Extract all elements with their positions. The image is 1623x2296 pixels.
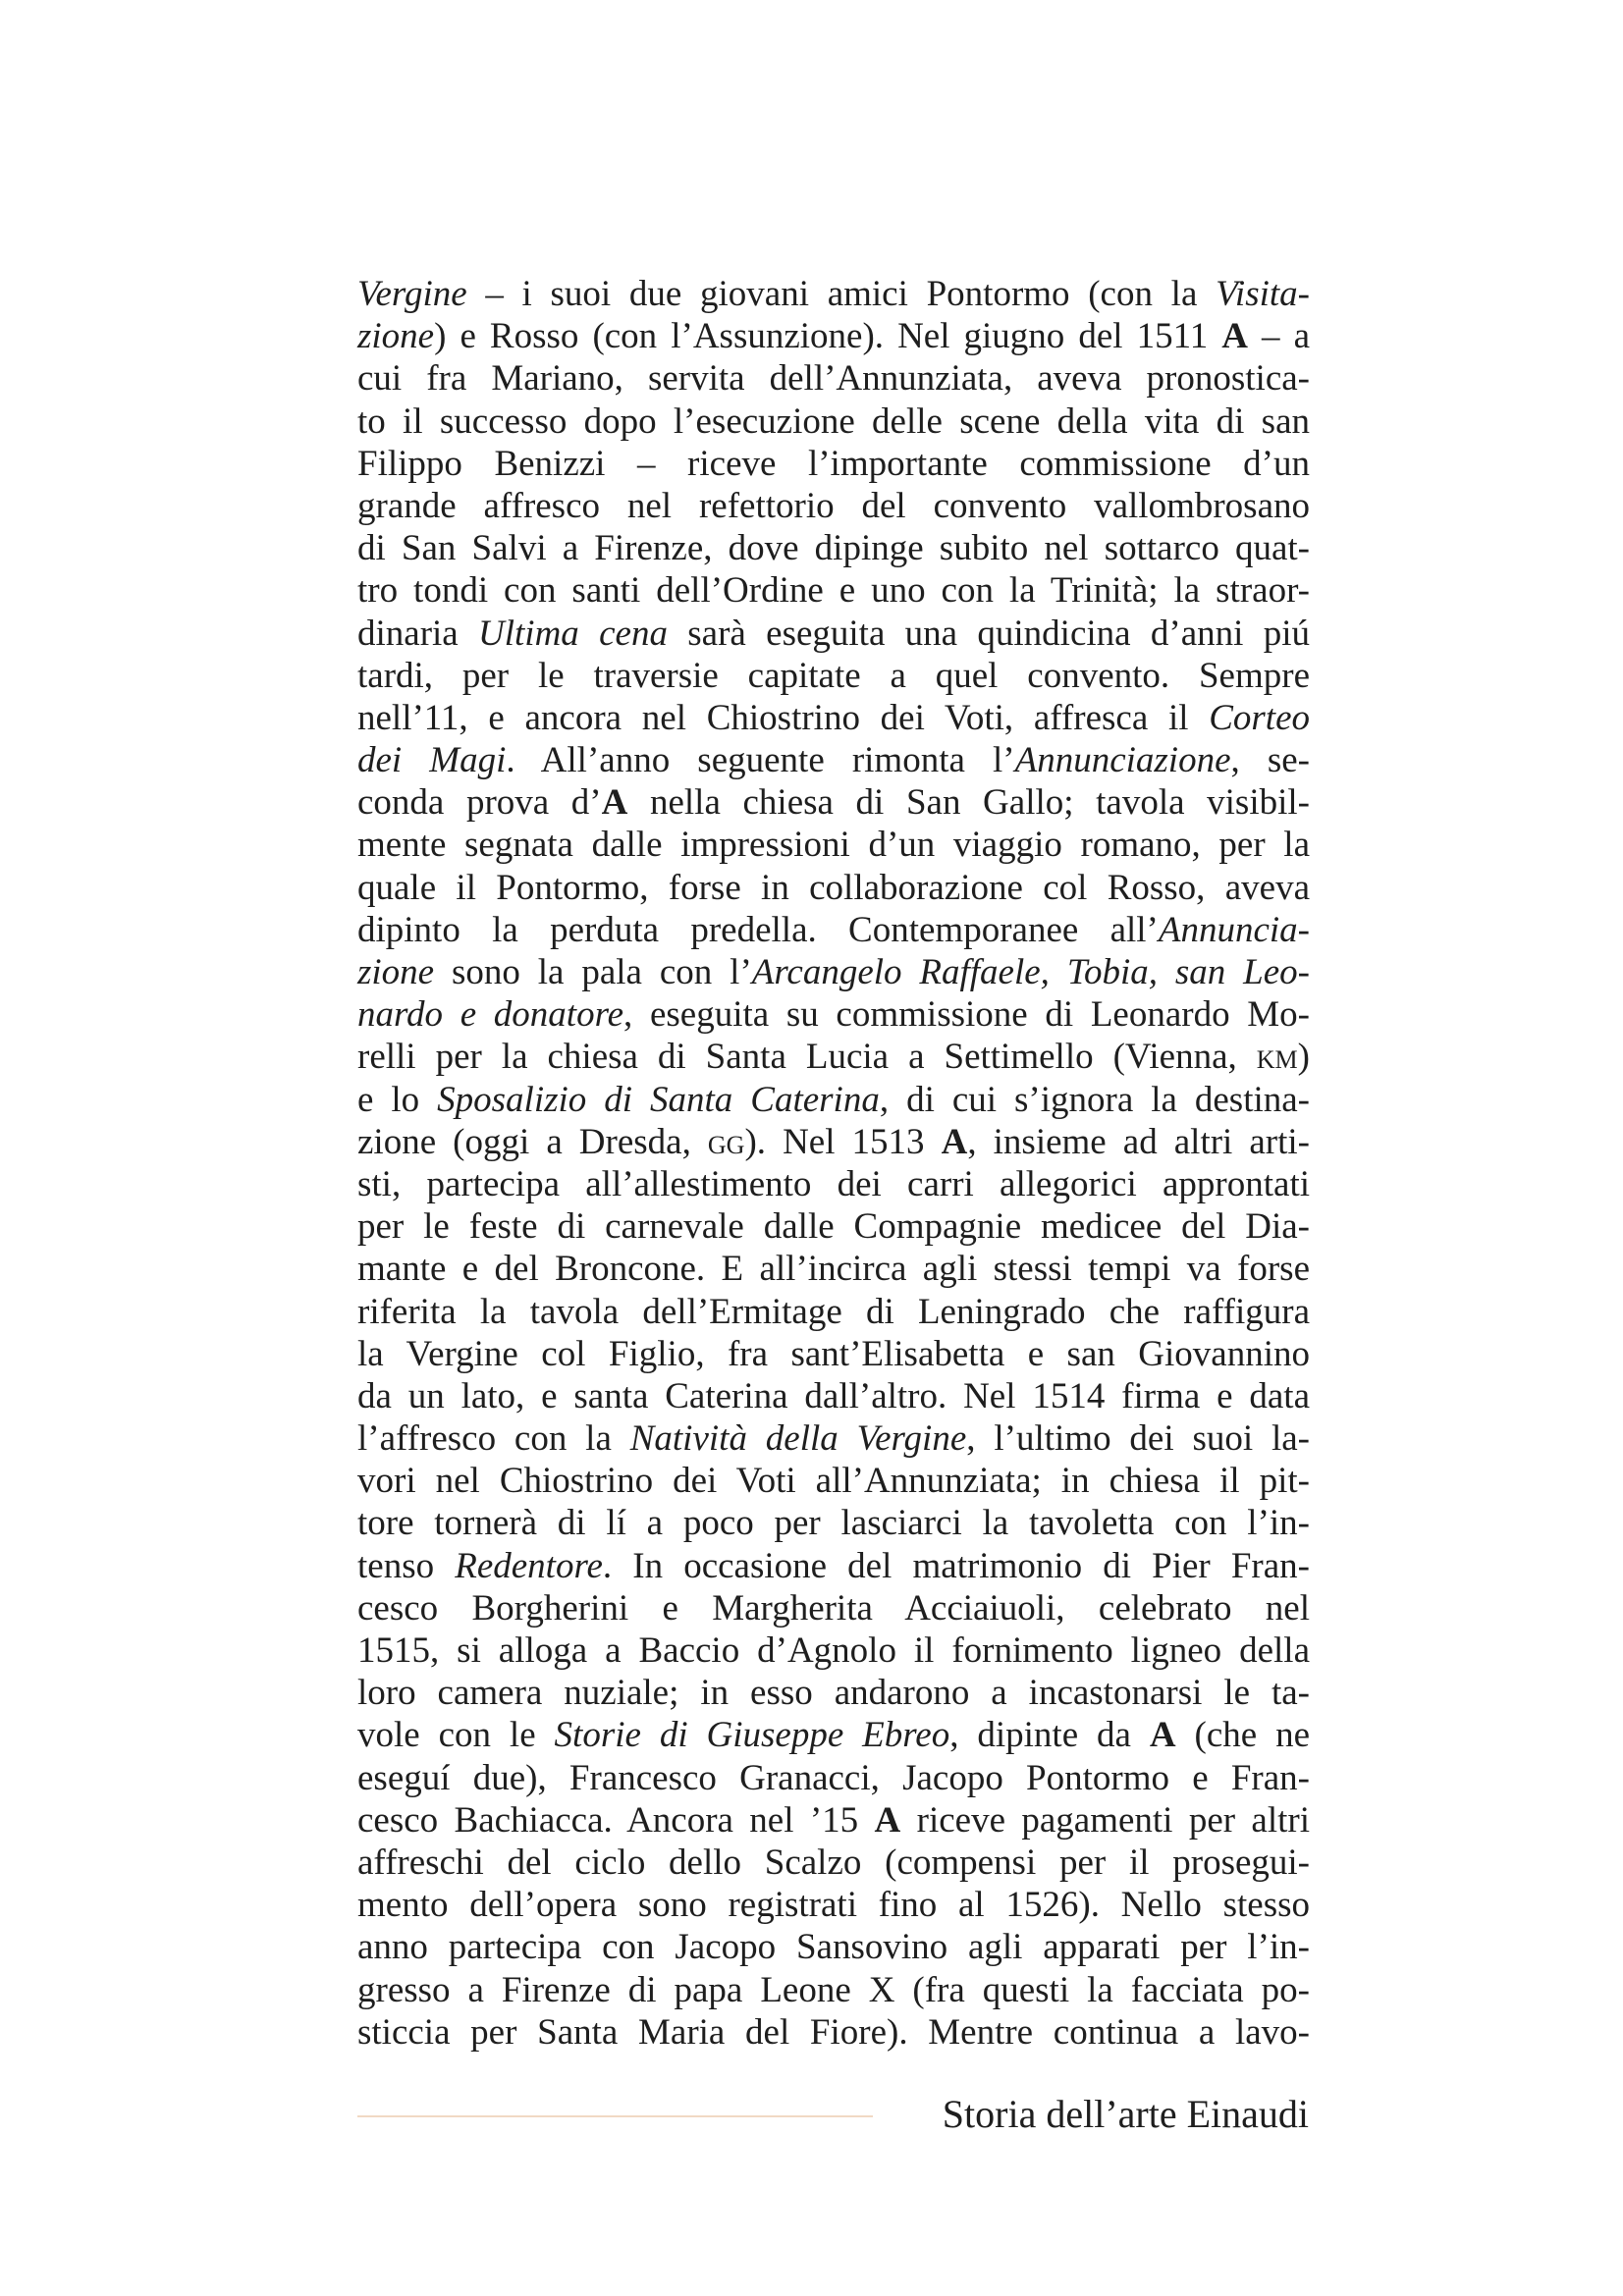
text-line bbox=[357, 867, 1310, 909]
text-line bbox=[357, 1629, 1310, 1672]
text-segment: riceve pagamenti per altri bbox=[900, 1799, 1310, 1841]
text-segment: dei Magi bbox=[357, 740, 507, 781]
text-line bbox=[357, 315, 1310, 357]
text-segment: sticcia per Santa Maria del Fiore). Mentre continua a lavo- bbox=[357, 2011, 1310, 2053]
text-segment: Annunciazione bbox=[1014, 740, 1231, 781]
text-segment: relli per la chiesa di Santa Lucia a Settimello (Vienna, bbox=[357, 1037, 1257, 1078]
text-line bbox=[357, 1079, 1310, 1121]
text-segment: Vergine bbox=[357, 274, 467, 314]
text-line bbox=[357, 1248, 1310, 1290]
text-segment: eseguí due), Francesco Granacci, Jacopo Pontormo e Fran- bbox=[357, 1757, 1310, 1798]
text-segment: anno partecipa con Jacopo Sansovino agli apparati per l’in- bbox=[357, 1927, 1310, 1968]
text-segment: Sposalizio di Santa Caterina bbox=[437, 1079, 880, 1120]
text-line bbox=[357, 569, 1310, 612]
text-segment: mento dell’opera sono registrati fino al 1526). Nello stesso bbox=[357, 1885, 1310, 1926]
text-line bbox=[357, 1757, 1310, 1799]
text-line bbox=[357, 527, 1310, 569]
text-segment: ) e Rosso (con l’Assunzione). Nel giugno del 1511 bbox=[434, 316, 1222, 357]
text-line bbox=[357, 1926, 1310, 1968]
text-segment: gg bbox=[707, 1121, 745, 1162]
text-segment: , l’ultimo dei suoi la- bbox=[966, 1418, 1311, 1460]
text-line bbox=[357, 1121, 1310, 1163]
text-line bbox=[357, 2011, 1310, 2054]
text-segment: mante e del Broncone. E all’incirca agli stessi tempi va forse bbox=[357, 1249, 1310, 1290]
text-line bbox=[357, 357, 1310, 400]
text-segment: vori nel Chiostrino dei Voti all’Annunziata; in chiesa il pit- bbox=[357, 1461, 1310, 1502]
text-line bbox=[357, 485, 1310, 527]
text-line bbox=[357, 781, 1310, 824]
text-segment: mente segnata dalle impressioni d’un viaggio romano, per la bbox=[357, 825, 1310, 866]
text-segment: Filippo Benizzi – riceve l’importante commissione d’un bbox=[357, 443, 1310, 484]
text-segment: A bbox=[1221, 316, 1248, 357]
text-segment: (che ne bbox=[1175, 1715, 1311, 1756]
text-line bbox=[357, 1502, 1310, 1544]
text-segment: quale il Pontormo, forse in collaborazione col Rosso, aveva bbox=[357, 867, 1310, 908]
text-segment: , dipinte da bbox=[949, 1715, 1150, 1756]
text-segment: nell’11, e ancora nel Chiostrino dei Voti, affresca il bbox=[357, 697, 1210, 738]
text-line bbox=[357, 655, 1310, 697]
text-segment: A bbox=[874, 1799, 901, 1841]
text-segment: Arcangelo Raffaele, Tobia, san Leo- bbox=[751, 952, 1311, 992]
text-segment: tenso bbox=[357, 1545, 456, 1586]
text-line bbox=[357, 1417, 1310, 1460]
text-segment: nella chiesa di San Gallo; tavola visibil- bbox=[627, 782, 1310, 824]
text-segment: e lo bbox=[357, 1079, 438, 1120]
text-line bbox=[357, 1375, 1310, 1417]
text-segment: Annuncia- bbox=[1158, 909, 1310, 950]
text-segment: vole con le bbox=[357, 1715, 555, 1756]
text-line bbox=[357, 443, 1310, 485]
text-segment: affreschi del ciclo dello Scalzo (compensi per il prosegui- bbox=[357, 1842, 1310, 1883]
text-segment: nardo e donatore bbox=[357, 994, 624, 1036]
text-segment: dinaria bbox=[357, 613, 479, 654]
text-segment: – i suoi due giovani amici Pontormo (con la bbox=[466, 274, 1217, 314]
text-line bbox=[357, 273, 1310, 315]
text-line bbox=[357, 1036, 1310, 1078]
text-line bbox=[357, 1333, 1310, 1375]
text-segment: tro tondi con santi dell’Ordine e uno con la Trinità; la straor- bbox=[357, 570, 1310, 612]
text-line bbox=[357, 1799, 1310, 1842]
text-segment: cesco Borgherini e Margherita Acciaiuoli, celebrato nel bbox=[357, 1587, 1310, 1629]
text-line bbox=[357, 1205, 1310, 1248]
body-text-column bbox=[357, 273, 1310, 2054]
text-segment: la Vergine col Figlio, fra sant’Elisabetta e san Giovannino bbox=[357, 1333, 1310, 1374]
text-line bbox=[357, 909, 1310, 951]
text-segment: to il successo dopo l’esecuzione delle scene della vita di san bbox=[357, 400, 1310, 442]
text-line bbox=[357, 1842, 1310, 1884]
text-line bbox=[357, 1884, 1310, 1926]
text-segment: zione bbox=[357, 952, 435, 992]
text-line bbox=[357, 697, 1310, 739]
text-segment: sono la pala con l’ bbox=[434, 952, 752, 992]
text-segment: riferita la tavola dell’Ermitage di Leningrado che raffigura bbox=[357, 1291, 1310, 1332]
text-segment: , insieme ad altri arti- bbox=[967, 1121, 1311, 1162]
text-segment: A bbox=[601, 782, 628, 824]
text-segment: ) bbox=[1297, 1037, 1310, 1078]
text-segment: 1515, si alloga a Baccio d’Agnolo il fornimento ligneo della bbox=[357, 1630, 1310, 1671]
text-line bbox=[357, 739, 1310, 781]
text-segment: , se- bbox=[1230, 740, 1310, 781]
text-segment: l’affresco con la bbox=[357, 1418, 630, 1460]
text-segment: per le feste di carnevale dalle Compagnie medicee del Dia- bbox=[357, 1206, 1310, 1248]
text-segment: cesco Bachiacca. Ancora nel ’15 bbox=[357, 1799, 875, 1841]
text-line bbox=[357, 1460, 1310, 1502]
text-segment: Natività della Vergine bbox=[629, 1418, 967, 1460]
text-segment: Ultima cena bbox=[478, 613, 668, 654]
text-segment: , eseguita su commissione di Leonardo Mo- bbox=[623, 994, 1310, 1036]
text-segment: zione (oggi a Dresda, bbox=[357, 1121, 708, 1162]
text-segment: km bbox=[1256, 1037, 1298, 1078]
text-line bbox=[357, 993, 1310, 1036]
text-segment: Redentore bbox=[455, 1545, 603, 1586]
footer-series-title: Storia dell’arte Einaudi bbox=[942, 2092, 1309, 2136]
text-segment: . In occasione del matrimonio di Pier Fran- bbox=[602, 1545, 1310, 1586]
text-segment: dipinto la perduta predella. Contemporanee all’ bbox=[357, 909, 1159, 950]
text-segment: di San Salvi a Firenze, dove dipinge subito nel sottarco quat- bbox=[357, 528, 1310, 569]
text-line bbox=[357, 1587, 1310, 1629]
text-segment: ). Nel 1513 bbox=[744, 1121, 942, 1162]
text-segment: sarà eseguita una quindicina d’anni piú bbox=[667, 613, 1310, 654]
text-segment: Storie di Giuseppe Ebreo bbox=[554, 1715, 950, 1756]
text-segment: grande affresco nel refettorio del convento vallombrosano bbox=[357, 485, 1310, 526]
text-line bbox=[357, 1545, 1310, 1587]
text-segment: – a bbox=[1248, 316, 1310, 357]
text-line bbox=[357, 1672, 1310, 1714]
text-segment: sti, partecipa all’allestimento dei carri allegorici approntati bbox=[357, 1163, 1310, 1204]
text-segment: conda prova d’ bbox=[357, 782, 602, 824]
text-line bbox=[357, 1163, 1310, 1205]
text-segment: cui fra Mariano, servita dell’Annunziata, aveva pronostica- bbox=[357, 358, 1310, 400]
text-line bbox=[357, 951, 1310, 993]
text-segment: tardi, per le traversie capitate a quel convento. Sempre bbox=[357, 655, 1310, 696]
text-line bbox=[357, 1714, 1310, 1756]
text-segment: tore tornerà di lí a poco per lasciarci la tavoletta con l’in- bbox=[357, 1503, 1310, 1544]
text-segment: , di cui s’ignora la destina- bbox=[879, 1079, 1311, 1120]
text-line bbox=[357, 1969, 1310, 2011]
text-line bbox=[357, 824, 1310, 866]
text-segment: gresso a Firenze di papa Leone X (fra questi la facciata po- bbox=[357, 1969, 1310, 2010]
text-segment: loro camera nuziale; in esso andarono a incastonarsi le ta- bbox=[357, 1673, 1310, 1714]
text-line bbox=[357, 400, 1310, 443]
footer-divider bbox=[357, 2115, 873, 2117]
text-segment: Visita- bbox=[1216, 274, 1310, 314]
text-line bbox=[357, 613, 1310, 655]
text-segment: da un lato, e santa Caterina dall’altro. Nel 1514 firma e data bbox=[357, 1375, 1310, 1416]
text-segment: Corteo bbox=[1209, 697, 1310, 738]
text-segment: A bbox=[941, 1121, 968, 1162]
text-segment: . All’anno seguente rimonta l’ bbox=[506, 740, 1015, 781]
text-segment: A bbox=[1149, 1715, 1176, 1756]
text-line bbox=[357, 1291, 1310, 1333]
text-segment: zione bbox=[357, 316, 435, 357]
